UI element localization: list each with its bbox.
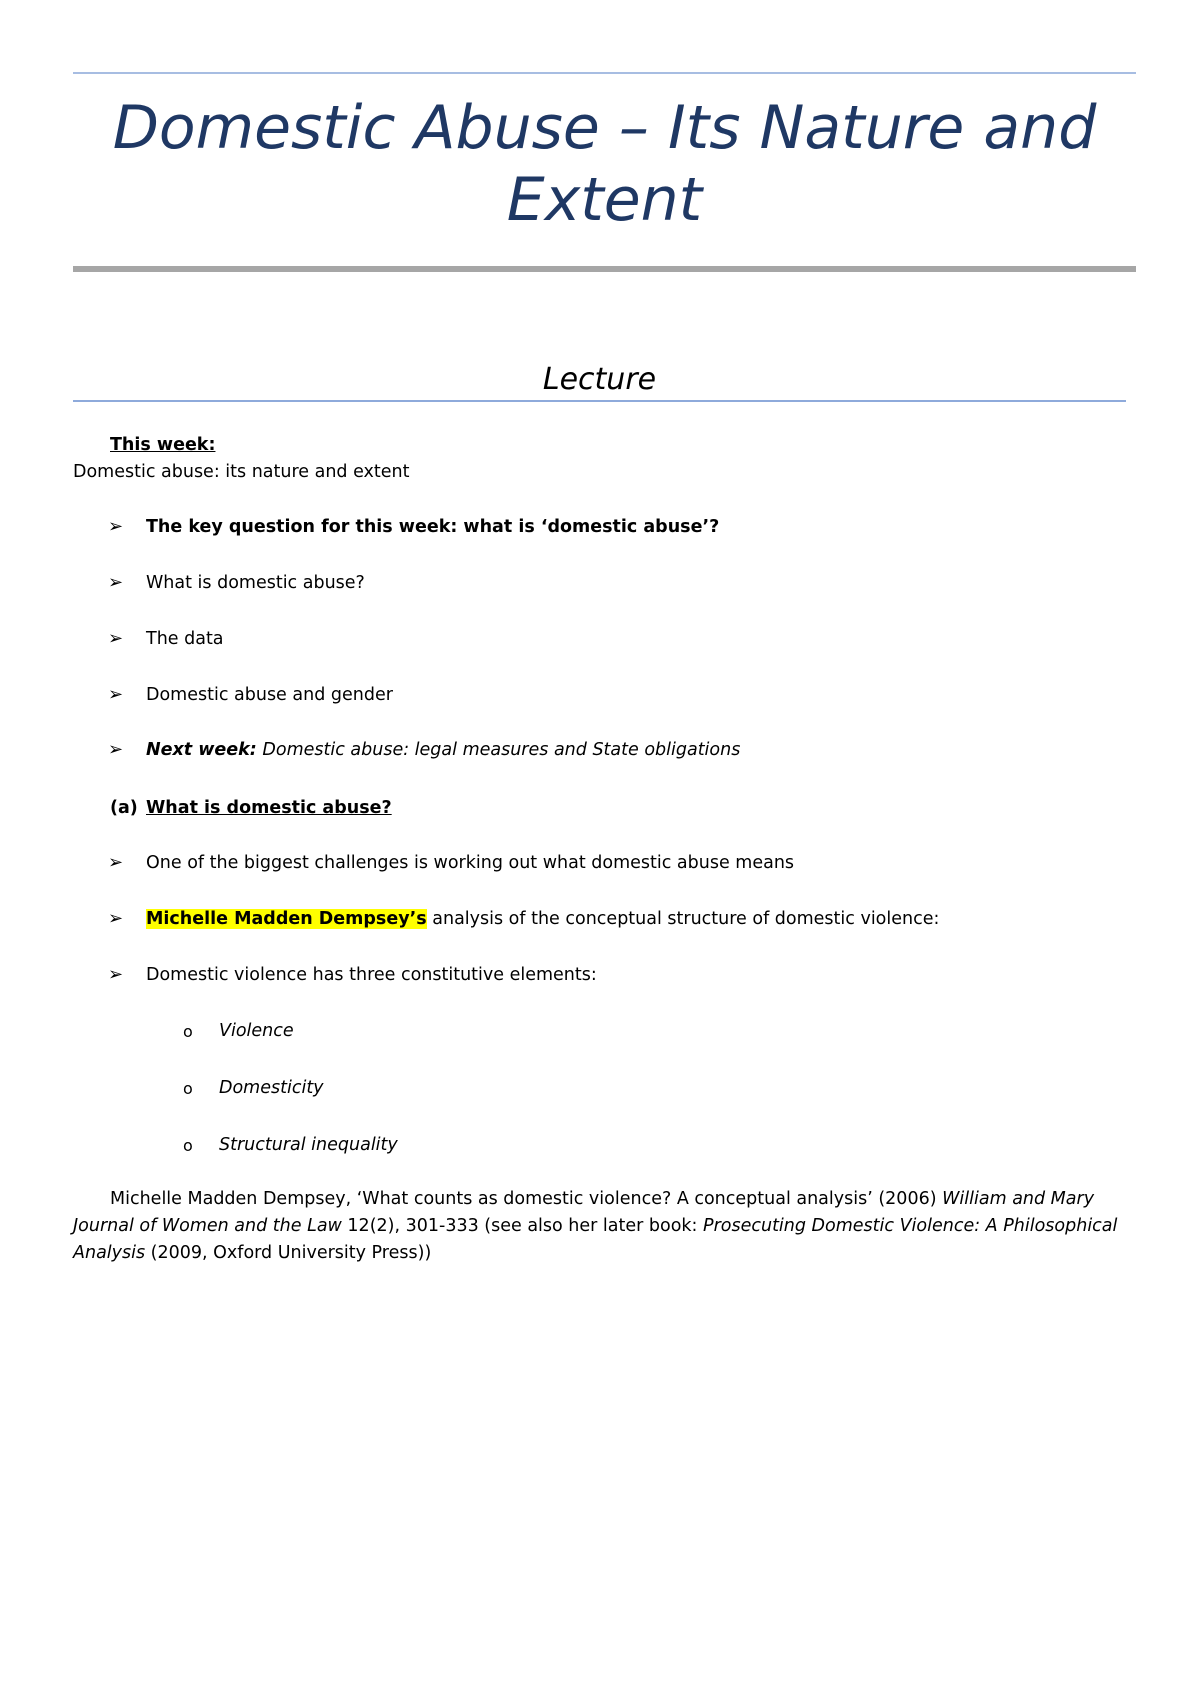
circle-bullet-icon: o — [183, 1136, 193, 1155]
top-rule — [73, 72, 1136, 74]
arrow-bullet-icon: ➢ — [108, 964, 124, 985]
bullet-dempsey — [146, 907, 939, 931]
title-rule — [73, 266, 1136, 272]
dempsey-rest: analysis of the conceptual structure of domestic violence: — [426, 909, 940, 929]
element-structural-inequality: Structural inequality — [219, 1135, 398, 1155]
arrow-bullet-icon: ➢ — [108, 684, 124, 705]
bullet-three-elements: Domestic violence has three constitutive elements: — [146, 965, 597, 985]
citation-book: Prosecuting Domestic Violence: A Philosophical Analysis — [73, 1216, 1118, 1263]
bullet-what-is: What is domestic abuse? — [146, 573, 365, 593]
arrow-bullet-icon: ➢ — [108, 908, 124, 929]
citation-part2: 12(2), 301-333 (see also her later book: — [341, 1216, 704, 1236]
document-title: Domestic Abuse – Its Nature and Extent — [112, 93, 1097, 235]
arrow-bullet-icon: ➢ — [108, 516, 124, 537]
circle-bullet-icon: o — [183, 1079, 193, 1098]
section-heading: Lecture — [542, 362, 657, 397]
citation-part3: (2009, Oxford University Press)) — [145, 1243, 432, 1263]
bullet-key-question: The key question for this week: what is ‘domestic abuse’? — [146, 517, 720, 537]
this-week-label: This week: — [110, 435, 216, 455]
circle-bullet-icon: o — [183, 1022, 193, 1041]
highlighted-author: Michelle Madden Dempsey’s — [146, 909, 427, 929]
bullet-the-data: The data — [146, 629, 224, 649]
arrow-bullet-icon: ➢ — [108, 739, 124, 760]
section-a-title: What is domestic abuse? — [146, 798, 392, 818]
bullet-next-week — [146, 738, 740, 762]
citation-part1: Michelle Madden Dempsey, ‘What counts as domestic violence? A conceptual analysis’ (2006) — [110, 1189, 943, 1209]
heading-rule — [73, 400, 1126, 402]
element-domesticity: Domesticity — [219, 1078, 324, 1098]
this-week-text: Domestic abuse: its nature and extent — [73, 462, 410, 482]
element-violence: Violence — [219, 1021, 294, 1041]
bullet-challenges: One of the biggest challenges is working out what domestic abuse means — [146, 853, 795, 873]
bullet-gender: Domestic abuse and gender — [146, 685, 393, 705]
section-a-marker: (a) — [110, 798, 138, 818]
citation-paragraph — [73, 1186, 1141, 1267]
arrow-bullet-icon: ➢ — [108, 628, 124, 649]
arrow-bullet-icon: ➢ — [108, 852, 124, 873]
next-week-label: Next week: — [146, 740, 257, 760]
next-week-text: Domestic abuse: legal measures and State obligations — [262, 740, 741, 760]
citation-journal: William and Mary Journal of Women and the Law — [73, 1189, 1095, 1236]
arrow-bullet-icon: ➢ — [108, 572, 124, 593]
